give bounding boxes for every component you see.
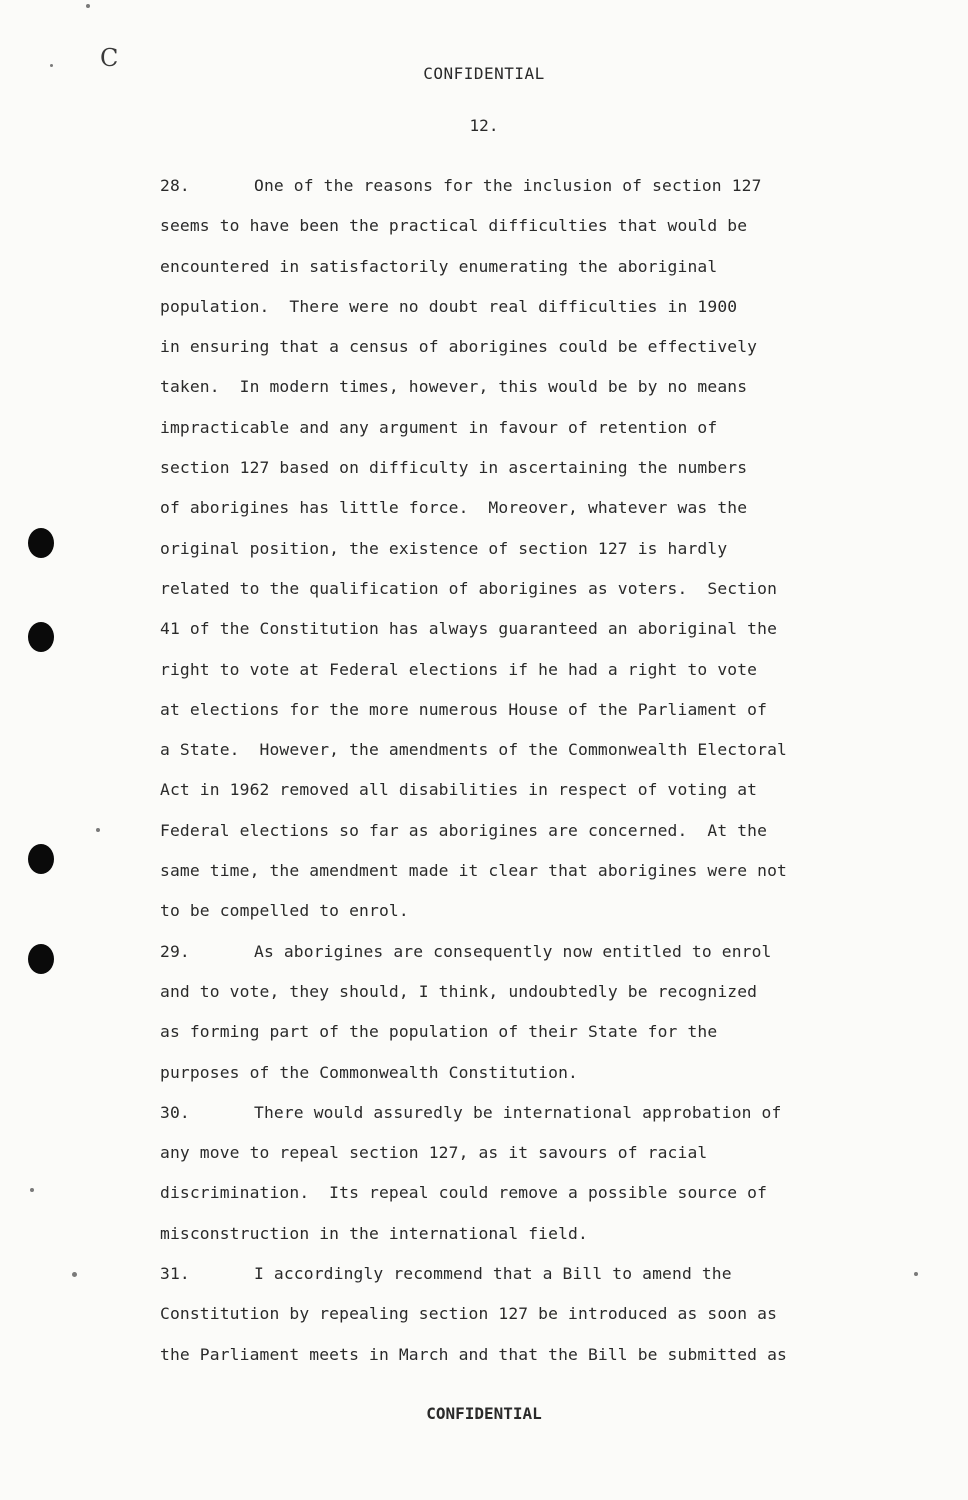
paragraph-29 xyxy=(160,938,920,1099)
punch-hole xyxy=(28,944,54,974)
paragraph-line: in ensuring that a census of aborigines could be effectively xyxy=(160,337,758,357)
paragraph-line: any move to repeal section 127, as it savours of racial xyxy=(160,1143,708,1163)
paragraph-number: 31. xyxy=(160,1264,190,1284)
scan-speck xyxy=(72,1272,77,1277)
paragraph-line: section 127 based on difficulty in ascertaining the numbers xyxy=(160,458,748,478)
scan-speck xyxy=(96,828,100,832)
paragraph-line: Constitution by repealing section 127 be introduced as soon as xyxy=(160,1304,778,1324)
scan-speck xyxy=(50,64,53,67)
paragraph-line: Federal elections so far as aborigines are concerned. At the xyxy=(160,820,768,840)
paragraph-line: misconstruction in the international field. xyxy=(160,1223,588,1243)
paragraph-line: the Parliament meets in March and that the Bill be submitted as xyxy=(160,1344,787,1364)
paragraph-line: taken. In modern times, however, this would be by no means xyxy=(160,377,748,397)
paragraph-line: as forming part of the population of their State for the xyxy=(160,1022,718,1042)
paragraph-line: One of the reasons for the inclusion of section 127 xyxy=(254,176,762,195)
paragraph-line: 41 of the Constitution has always guaranteed an aboriginal the xyxy=(160,619,778,639)
paragraph-line: I accordingly recommend that a Bill to amend the xyxy=(254,1264,732,1284)
paragraph-line: purposes of the Commonwealth Constitution. xyxy=(160,1062,578,1082)
paragraph-28 xyxy=(160,172,920,938)
paragraph-30 xyxy=(160,1099,920,1260)
paragraph-line: impracticable and any argument in favour of retention of xyxy=(160,417,718,437)
paragraph-line: population. There were no doubt real difficulties in 1900 xyxy=(160,296,738,316)
punch-hole xyxy=(28,844,54,874)
paragraph-line: at elections for the more numerous House of the Parliament of xyxy=(160,699,768,719)
header-classification: CONFIDENTIAL xyxy=(423,64,545,83)
punch-hole xyxy=(28,528,54,558)
paragraph-number: 30. xyxy=(160,1102,190,1122)
paragraph-line: related to the qualification of aborigines as voters. Section xyxy=(160,578,778,598)
scan-speck xyxy=(914,1272,918,1276)
punch-hole xyxy=(28,622,54,652)
paragraph-line: same time, the amendment made it clear that aborigines were not xyxy=(160,861,787,881)
paragraph-line: There would assuredly be international approbation of xyxy=(254,1102,782,1122)
paragraph-first-line xyxy=(160,172,920,212)
paragraph-number: 28. xyxy=(160,176,190,195)
paragraph-number: 29. xyxy=(160,941,190,961)
paragraph-first-line xyxy=(160,1099,920,1139)
paragraph-line: to be compelled to enrol. xyxy=(160,901,409,921)
scan-speck xyxy=(86,4,90,8)
paragraph-line: encountered in satisfactorily enumerating the aboriginal xyxy=(160,256,718,276)
paragraph-line: right to vote at Federal elections if he had a right to vote xyxy=(160,659,758,679)
paragraph-line: As aborigines are consequently now entitled to enrol xyxy=(254,941,772,961)
footer-classification: CONFIDENTIAL xyxy=(426,1404,542,1423)
page-number: 12. xyxy=(469,116,499,135)
scan-speck xyxy=(30,1188,34,1192)
paragraph-line: seems to have been the practical difficulties that would be xyxy=(160,216,748,236)
paragraph-first-line xyxy=(160,938,920,978)
paragraph-line: a State. However, the amendments of the Commonwealth Electoral xyxy=(160,740,787,760)
margin-mark: C xyxy=(100,44,119,72)
paragraph-first-line xyxy=(160,1260,920,1300)
paragraph-31 xyxy=(160,1260,920,1381)
document-body xyxy=(160,172,920,1381)
paragraph-line: Act in 1962 removed all disabilities in respect of voting at xyxy=(160,780,758,800)
paragraph-line: original position, the existence of section 127 is hardly xyxy=(160,538,728,558)
paragraph-line: of aborigines has little force. Moreover, whatever was the xyxy=(160,498,748,518)
paragraph-line: discrimination. Its repeal could remove a possible source of xyxy=(160,1183,768,1203)
paragraph-line: and to vote, they should, I think, undoubtedly be recognized xyxy=(160,981,758,1001)
